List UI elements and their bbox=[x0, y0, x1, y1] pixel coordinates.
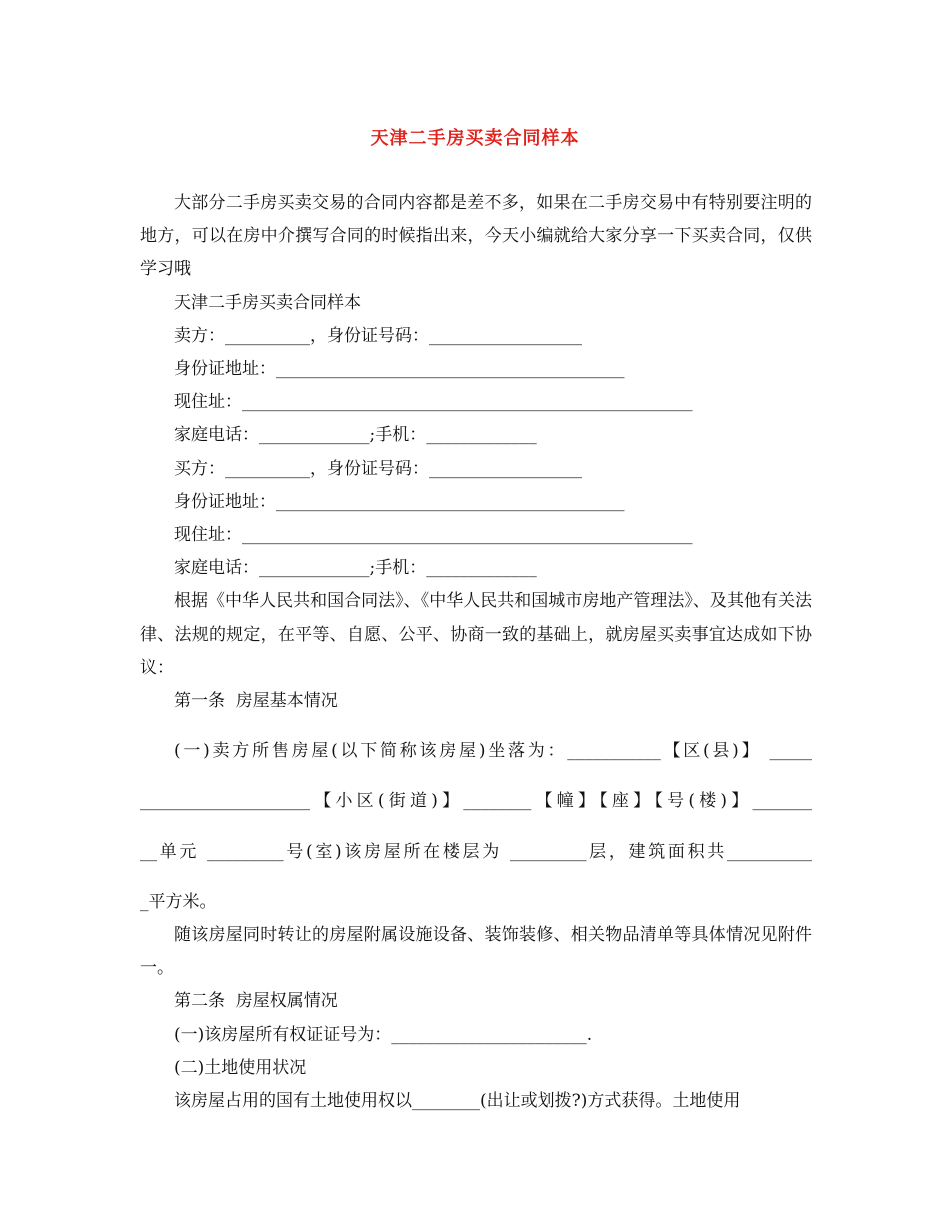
buyer-line: 买方：__________，身份证号码：__________________ bbox=[174, 458, 582, 479]
seller-phone: 家庭电话：_____________;手机：_____________ bbox=[174, 425, 537, 446]
article1-item1-line1: (一)卖方所售房屋(以下简称该房屋)坐落为：___________【区(县)】 _____ bbox=[174, 741, 812, 762]
article1-item1-line4: _平方米。 bbox=[140, 891, 217, 912]
contract-subtitle: 天津二手房买卖合同样本 bbox=[174, 292, 361, 313]
intro-paragraph: 大部分二手房买卖交易的合同内容都是差不多，如果在二手房交易中有特别要注明的地方，可以在房中介撰写合同的时候指出来，今天小编就给大家分享一下买卖合同，仅供学习哦 bbox=[140, 193, 812, 280]
article2-land-paragraph: 该房屋占用的国有土地使用权以________(出让或划拨?)方式获得。土地使用 bbox=[174, 1091, 741, 1112]
article1-item1-line3: __单元 _________号(室)该房屋所在楼层为 _________层，建筑面积共__________ bbox=[140, 841, 812, 862]
document-body bbox=[140, 187, 812, 1118]
buyer-phone: 家庭电话：_____________;手机：_____________ bbox=[174, 558, 537, 579]
attachments-note: 随该房屋同时转让的房屋附属设施设备、装饰装修、相关物品清单等具体情况见附件一。 bbox=[140, 925, 812, 979]
legal-basis-paragraph: 根据《中华人民共和国合同法》、《中华人民共和国城市房地产管理法》、及其他有关法律、法规的规定，在平等、自愿、公平、协商一致的基础上，就房屋买卖事宜达成如下协议： bbox=[140, 591, 812, 678]
buyer-current-address: 现住址：_____________________________________________________ bbox=[174, 525, 693, 546]
article2-item2: (二)土地使用状况 bbox=[174, 1057, 307, 1078]
article1-item1-line2: ____________________【小区(街道)】________【幢】【座】【号(楼)】_______ bbox=[140, 791, 812, 812]
document-title: 天津二手房买卖合同样本 bbox=[370, 128, 580, 149]
seller-line: 卖方：__________，身份证号码：__________________ bbox=[174, 325, 582, 346]
article2-heading: 第二条 房屋权属情况 bbox=[174, 991, 338, 1012]
article1-heading: 第一条 房屋基本情况 bbox=[174, 691, 338, 712]
buyer-id-address: 身份证地址：_________________________________________ bbox=[174, 491, 625, 512]
seller-id-address: 身份证地址：_________________________________________ bbox=[174, 359, 625, 380]
article2-item1: (一)该房屋所有权证证号为：_______________________. bbox=[174, 1024, 593, 1045]
seller-current-address: 现住址：_____________________________________________________ bbox=[174, 392, 693, 413]
